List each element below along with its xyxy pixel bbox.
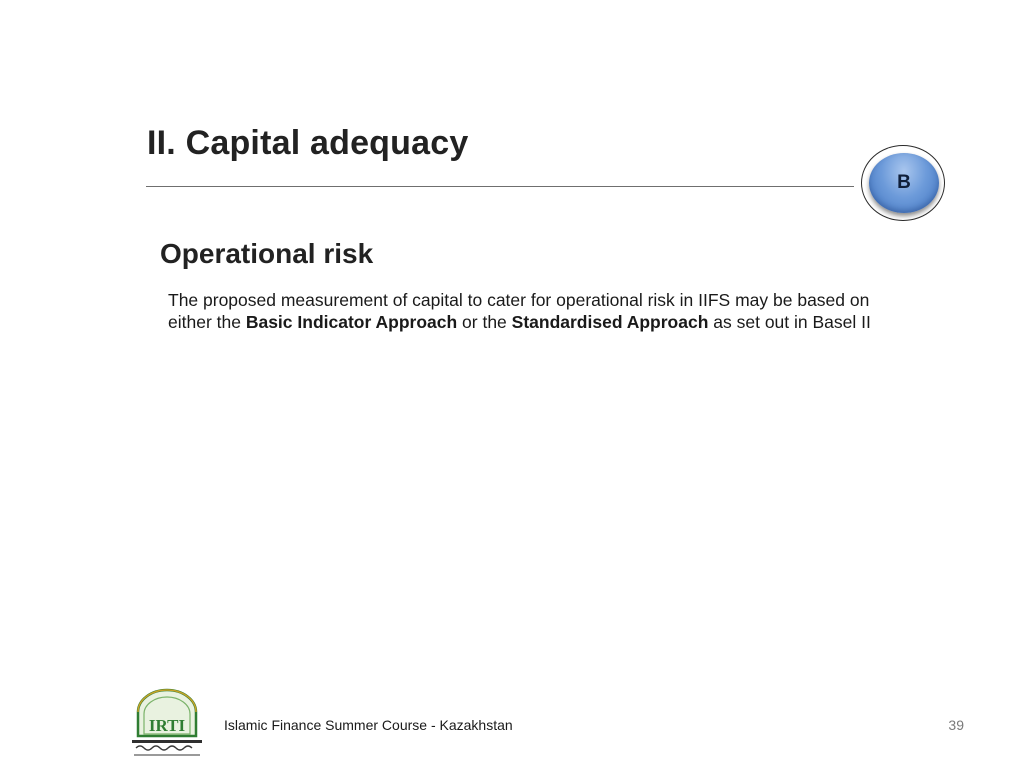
title-divider (146, 186, 854, 187)
body-text-part: or the (457, 312, 512, 332)
section-heading: Operational risk (160, 238, 374, 269)
footer-course-title: Islamic Finance Summer Course - Kazakhstan (224, 717, 513, 733)
body-text-part: as set out in Basel II (708, 312, 871, 332)
logo-wordmark: IRTI (148, 716, 186, 735)
page-number: 39 (948, 717, 964, 733)
irti-logo (128, 688, 206, 760)
slide-title: II. Capital adequacy (147, 124, 469, 162)
body-paragraph (168, 289, 888, 333)
body-bold-term: Basic Indicator Approach (245, 312, 458, 332)
body-text-part: The proposed measurement of capital to cater for operational risk in IIFS may be based on either the (168, 290, 870, 332)
section-badge: B (869, 153, 939, 213)
body-bold-term: Standardised Approach (511, 312, 709, 332)
